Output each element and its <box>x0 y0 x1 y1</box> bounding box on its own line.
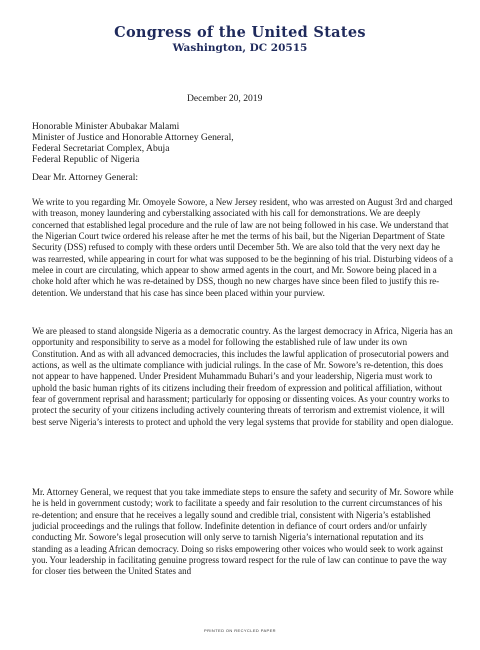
letterhead-city: Washington, DC 20515 <box>172 42 308 54</box>
addressee-block <box>32 121 234 165</box>
addressee-line: Minister of Justice and Honorable Attorney General, <box>32 132 234 143</box>
body-paragraph: We are pleased to stand alongside Nigeria as a democratic country. As the largest democracy in Africa, Nigeria has an opportunity and responsibility to serve as a model for following the established rule of law under its own Constitution. And as with all advanced democracies, this includes the lawful application of prosecutorial powers and actions, as well as the ultimate compliance with judicial rulings. In the case of Mr. Sowore’s re-detention, this does not appear to have happened. Under President Muhammadu Buhari’s and your leadership, Nigeria must work to uphold the basic human rights of its citizens including their freedom of expression and political affiliation, without fear of government reprisal and harassment; particularly for opposing or dissenting voices. As your country works to protect the security of your citizens including actively countering threats of terrorism and extremist violence, it will best serve Nigeria’s interests to protect and uphold the very legal systems that provide for stability and open dialogue. <box>32 326 454 427</box>
salutation: Dear Mr. Attorney General: <box>32 172 139 183</box>
addressee-line: Honorable Minister Abubakar Malami <box>32 121 180 132</box>
addressee-line: Federal Republic of Nigeria <box>32 154 140 165</box>
body-paragraph: We write to you regarding Mr. Omoyele Sowore, a New Jersey resident, who was arrested on August 3rd and charged with treason, money laundering and cyberstalking associated with his call for demonstrations. We are deeply concerned that established legal procedure and the rule of law are not being followed in his case. We understand that the Nigerian Court twice ordered his release after he met the terms of his bail, but the Nigerian Department of State Security (DSS) refused to comply with these orders until December 5th. We are also told that the very next day he was rearrested, while appearing in court for what was supposed to be the beginning of his trial. Disturbing videos of a melee in court are circulating, which appear to show armed agents in the court, and Mr. Sowore being placed in a choke hold after which he was re-detained by DSS, though no new charges have since been filed to justify this re-detention. We understand that his case has since been placed within your purview. <box>32 197 453 298</box>
recycled-paper-note: PRINTED ON RECYCLED PAPER <box>204 628 276 633</box>
body-paragraph: Mr. Attorney General, we request that you take immediate steps to ensure the safety and security of Mr. Sowore while he is held in government custody; work to facilitate a speedy and fair resolution to the current circumstances of his re-detention; and ensure that he receives a legally sound and credible trial, consistent with Nigeria’s established judicial proceedings and the rulings that follow. Indefinite detention in defiance of court orders and/or unfairly conducting Mr. Sowore’s legal prosecution will only serve to tarnish Nigeria’s international reputation and its standing as a leading African democracy. Doing so risks empowering other voices who would seek to work against you. Your leadership in facilitating genuine progress toward respect for the rule of law can continue to pave the way for closer ties between the United States and <box>32 487 454 577</box>
addressee-line: Federal Secretariat Complex, Abuja <box>32 143 170 154</box>
letterhead <box>0 24 480 55</box>
letter-date: December 20, 2019 <box>187 93 263 104</box>
letterhead-title: Congress of the United States <box>114 24 366 41</box>
